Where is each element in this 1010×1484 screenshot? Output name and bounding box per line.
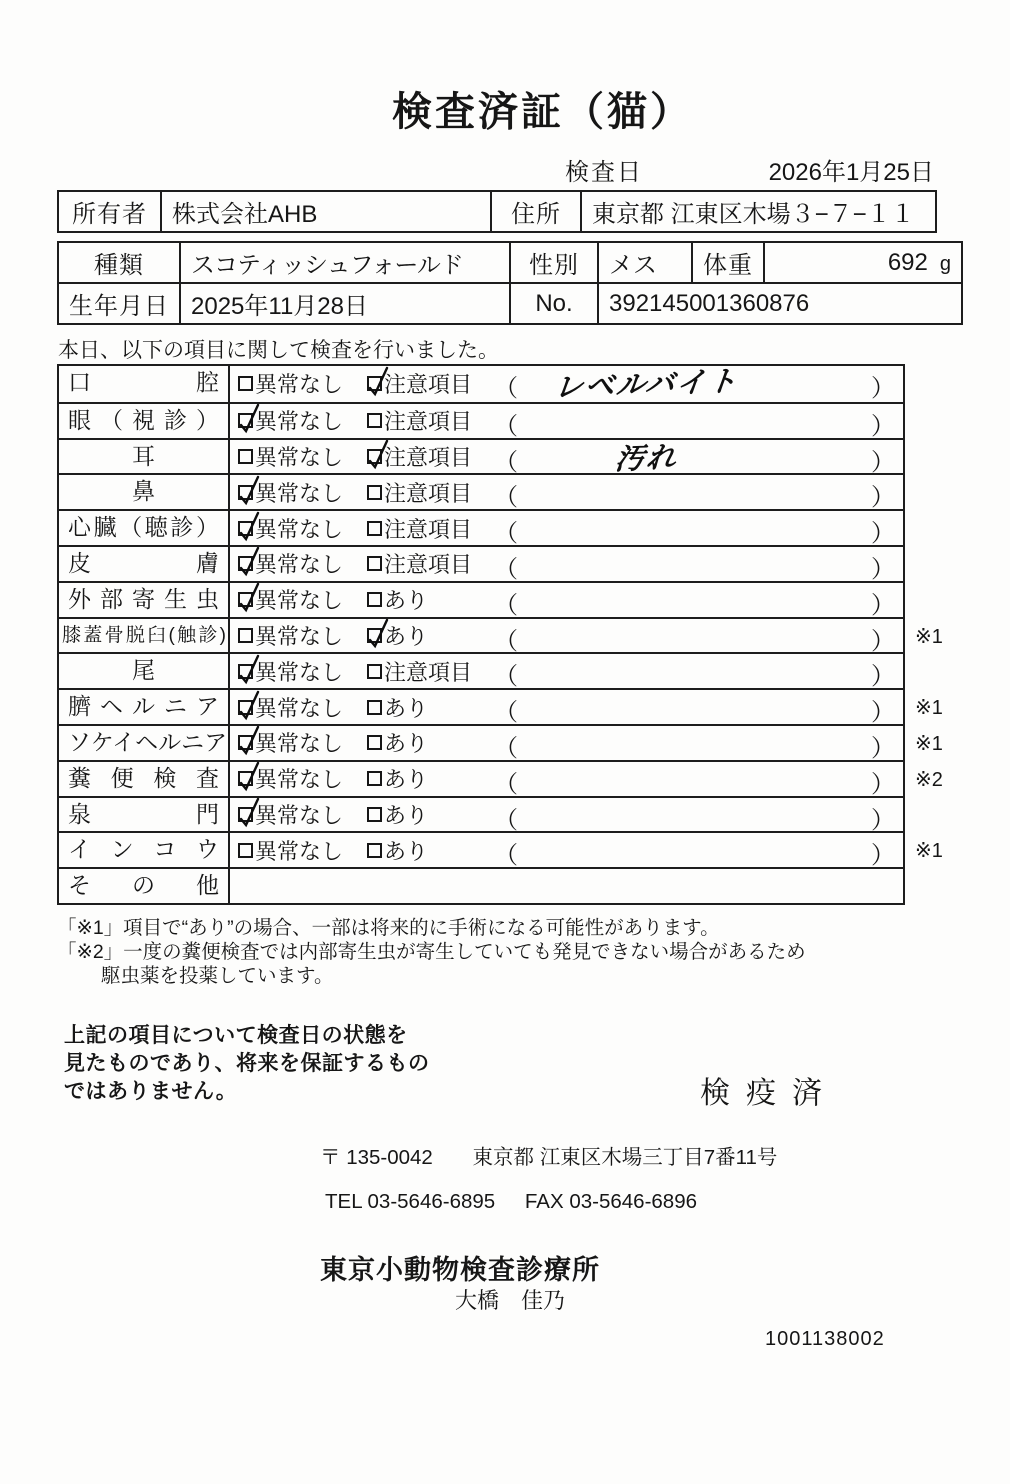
birth-row: [58, 283, 962, 324]
checkbox-option: [367, 440, 472, 474]
checkbox-label: 注意項目: [384, 444, 473, 470]
checkmark-icon: [365, 363, 393, 401]
paren-open: （: [494, 520, 518, 548]
checkbox-option: [238, 619, 343, 653]
item-label: 心臓（聴診）: [59, 511, 230, 545]
checkbox-option: [367, 833, 428, 867]
item-result: [230, 440, 903, 474]
item-result: [230, 583, 903, 617]
checkbox-label: 注意項目: [384, 480, 473, 506]
checkmark-icon: [365, 615, 393, 653]
footnotes: [57, 916, 1010, 988]
item-label: 臍ヘルニア: [59, 690, 230, 724]
item-label: 尾: [59, 654, 230, 688]
item-label: 口腔: [59, 366, 230, 402]
paren-open: （: [494, 627, 518, 655]
clinic-phone-row: [325, 1190, 1010, 1216]
checkbox-unchecked: [367, 521, 382, 536]
item-result: [230, 869, 903, 903]
checkmark-icon: [236, 687, 264, 725]
item-result: [230, 404, 903, 438]
checkbox-label: あり: [384, 802, 429, 828]
paren-close: ）: [871, 375, 895, 402]
paren-close: ）: [871, 734, 895, 762]
paren-open: （: [494, 699, 518, 727]
checkbox-unchecked: [367, 485, 382, 500]
checkbox-label: 異常なし: [255, 767, 344, 793]
paren-open: （: [494, 734, 518, 762]
item-label: 泉門: [59, 798, 230, 832]
checkbox-option: [367, 511, 472, 545]
checkbox-option: [367, 654, 472, 688]
checkbox-label: 異常なし: [255, 516, 344, 542]
checkbox-option: [238, 583, 343, 617]
checkmark-icon: [236, 722, 264, 760]
checkbox-option: [238, 798, 343, 832]
footnote-2-line1: 「※2」一度の糞便検査では内部寄生虫が寄生していても発見できない場合があるため: [57, 940, 806, 963]
clinic-address: 東京都 江東区木場三丁目7番11号: [472, 1145, 778, 1169]
clinic-tel: TEL 03-5646-6895: [325, 1189, 496, 1213]
checkbox-label: 異常なし: [255, 731, 344, 757]
item-result: [230, 833, 903, 870]
paren-open: （: [494, 555, 518, 583]
weight-label: 体重: [692, 242, 764, 283]
sex-value: メス: [598, 242, 692, 283]
checkmark-icon: [236, 472, 264, 510]
paren-open: （: [494, 484, 518, 512]
checkbox-unchecked: [238, 843, 253, 858]
item-label: インコウ: [59, 833, 230, 867]
checkbox-unchecked: [367, 664, 382, 679]
species-label: 種類: [58, 242, 180, 283]
checkbox-unchecked: [238, 449, 253, 464]
item-result: [230, 547, 903, 581]
species-value: スコティッシュフォールド: [180, 242, 510, 283]
clinic-fax: FAX 03-5646-6896: [524, 1189, 698, 1213]
footnote-2-line2: 駆虫薬を投薬しています。: [101, 964, 334, 987]
footnote-1: 「※1」項目で“あり”の場合、一部は将来的に手術になる可能性があります。: [57, 916, 720, 939]
checkbox-label: あり: [384, 767, 429, 793]
paren-close: ）: [871, 484, 895, 512]
checkbox-option: [238, 440, 343, 474]
paren-open: （: [494, 806, 518, 834]
item-result: [230, 475, 903, 512]
checkbox-label: 異常なし: [255, 838, 344, 864]
weight-unit: g: [939, 252, 951, 275]
veterinarian-name: 大橋 佳乃: [455, 1287, 566, 1313]
checkbox-unchecked: [367, 771, 382, 786]
item-result: [230, 798, 903, 832]
checkbox-option: [367, 583, 428, 617]
paren-open: （: [494, 412, 518, 440]
checkbox-option: [367, 404, 472, 438]
checkbox-option: [238, 762, 343, 796]
checkbox-label: 異常なし: [255, 409, 344, 435]
checkbox-label: 異常なし: [255, 659, 344, 685]
checkbox-checked: [238, 807, 253, 822]
item-label: 外部寄生虫: [59, 583, 230, 617]
owner-name: 株式会社AHB: [161, 191, 491, 232]
page-title: 検査済証（猫）: [392, 90, 693, 134]
checklist-row: [59, 867, 903, 903]
owner-table: [57, 190, 937, 233]
paren-close: ）: [871, 448, 895, 476]
checkbox-label: 異常なし: [255, 480, 344, 506]
disclaimer-line: ではありません。: [64, 1079, 238, 1103]
checkmark-icon: [236, 508, 264, 546]
item-result: [230, 690, 903, 727]
paren-close: ）: [871, 520, 895, 548]
handwritten-note: レベルバイト: [552, 363, 741, 405]
checkbox-label: 異常なし: [255, 372, 344, 398]
owner-label: 所有者: [58, 191, 161, 232]
postal-code: 〒 135-0042: [320, 1145, 433, 1169]
checkbox-unchecked: [367, 735, 382, 750]
checkbox-checked: [367, 449, 382, 464]
checkmark-icon: [236, 651, 264, 689]
item-label: 膝蓋骨脱臼(触診): [59, 619, 230, 653]
footnote-mark: ※1: [915, 732, 943, 755]
item-label: ソケイヘルニア: [59, 726, 230, 760]
checkbox-checked: [367, 376, 382, 391]
weight-number: 692: [887, 248, 928, 276]
no-label: No.: [510, 283, 598, 324]
paren-open: （: [494, 448, 518, 476]
item-label: 糞便検査: [59, 762, 230, 796]
item-label: 皮膚: [59, 547, 230, 581]
paren-close: ）: [871, 663, 895, 691]
checkbox-checked: [367, 628, 382, 643]
serial-number: 1001138002: [765, 1327, 885, 1350]
checkbox-label: 注意項目: [384, 372, 473, 398]
checkmark-icon: [365, 436, 393, 474]
clinic-name: 東京小動物検査診療所: [320, 1254, 600, 1285]
inspection-date-value: 2026年1月25日: [768, 159, 934, 186]
checkbox-option: [238, 833, 343, 867]
checklist-row: [59, 831, 943, 870]
paren-open: （: [494, 663, 518, 691]
checkmark-icon: [236, 543, 264, 581]
weight-value: [764, 242, 962, 283]
birth-label: 生年月日: [58, 283, 180, 324]
checkbox-option: [367, 726, 428, 760]
checkbox-label: 異常なし: [255, 588, 344, 614]
paren-close: ）: [871, 842, 895, 870]
paren-close: ）: [871, 555, 895, 583]
checkbox-unchecked: [367, 843, 382, 858]
checkmark-icon: [236, 758, 264, 796]
disclaimer-line: 見たものであり、将来を保証するもの: [64, 1051, 430, 1075]
checkbox-checked: [238, 735, 253, 750]
checkbox-checked: [238, 592, 253, 607]
footnote-mark: ※1: [915, 625, 943, 648]
checklist-table: [57, 363, 943, 905]
checkbox-unchecked: [238, 376, 253, 391]
item-result: [230, 762, 903, 796]
checkbox-unchecked: [367, 413, 382, 428]
item-result: [230, 511, 903, 548]
closing-section: [64, 1022, 1010, 1118]
item-result: [230, 619, 903, 653]
checkbox-option: [238, 547, 343, 581]
item-label: その他: [59, 869, 230, 903]
paren-close: ）: [871, 627, 895, 655]
clinic-address-row: [320, 1140, 1010, 1169]
checkbox-option: [238, 654, 343, 688]
checkbox-option: [238, 366, 343, 402]
checkbox-unchecked: [367, 592, 382, 607]
checkbox-label: あり: [384, 838, 429, 864]
inspection-date-label: 検査日: [565, 159, 643, 186]
checkbox-label: 注意項目: [384, 659, 473, 685]
footnote-mark: ※1: [915, 697, 943, 720]
disclaimer-line: 上記の項目について検査日の状態を: [64, 1023, 408, 1047]
checkbox-option: [238, 726, 343, 760]
sex-label: 性別: [510, 242, 598, 283]
checkbox-label: あり: [384, 695, 429, 721]
owner-address: 東京都 江東区木場３−７−１１: [581, 191, 936, 232]
checkbox-unchecked: [367, 556, 382, 571]
checkbox-option: [367, 762, 428, 796]
inspection-date-row: [0, 152, 1010, 184]
checkbox-label: あり: [384, 588, 429, 614]
checkbox-option: [238, 690, 343, 724]
paren-open: （: [494, 591, 518, 619]
checkbox-label: 異常なし: [255, 695, 344, 721]
paren-open: （: [494, 842, 518, 870]
animal-table: [57, 241, 963, 325]
checkbox-checked: [238, 664, 253, 679]
owner-row: [58, 191, 936, 232]
checkbox-option: [367, 619, 428, 653]
checkbox-checked: [238, 771, 253, 786]
disclaimer: [64, 1022, 1010, 1106]
paren-close: ）: [871, 806, 895, 834]
item-label: 耳: [59, 440, 230, 474]
paren-close: ）: [871, 770, 895, 798]
paren-open: （: [494, 375, 518, 402]
checkbox-unchecked: [367, 807, 382, 822]
owner-address-label: 住所: [491, 191, 581, 232]
no-value: 392145001360876: [598, 283, 962, 324]
checkbox-option: [367, 798, 428, 832]
checkmark-icon: [236, 400, 264, 438]
footnote-mark: ※2: [915, 768, 943, 791]
checkbox-label: 異常なし: [255, 444, 344, 470]
checkbox-label: あり: [384, 623, 429, 649]
paren-open: （: [494, 770, 518, 798]
checkbox-option: [367, 547, 472, 581]
checkbox-option: [238, 475, 343, 509]
checkmark-icon: [236, 579, 264, 617]
checkbox-label: 異常なし: [255, 802, 344, 828]
item-label: 鼻: [59, 475, 230, 509]
intro-text: 本日、以下の項目に関して検査を行いました。: [58, 339, 499, 362]
checkbox-label: 注意項目: [384, 409, 473, 435]
item-label: 眼（視診）: [59, 404, 230, 438]
checkmark-icon: [236, 794, 264, 832]
item-result: [230, 363, 903, 405]
checkbox-option: [367, 475, 472, 509]
item-result: [230, 654, 903, 691]
footnote-mark: ※1: [915, 840, 943, 863]
checkbox-label: 注意項目: [384, 552, 473, 578]
handwritten-note: 汚れ: [613, 439, 680, 476]
paren-close: ）: [871, 699, 895, 727]
checkbox-label: 異常なし: [255, 552, 344, 578]
item-result: [230, 726, 903, 760]
checkbox-option: [367, 690, 428, 724]
species-row: [58, 242, 962, 283]
paren-close: ）: [871, 591, 895, 619]
checkbox-unchecked: [238, 628, 253, 643]
checkbox-option: [238, 511, 343, 545]
paren-close: ）: [871, 412, 895, 440]
checkbox-checked: [238, 556, 253, 571]
checkbox-checked: [238, 485, 253, 500]
checkbox-checked: [238, 521, 253, 536]
checkbox-unchecked: [367, 700, 382, 715]
quarantine-stamp: 検疫済: [700, 1076, 838, 1110]
checkbox-checked: [238, 413, 253, 428]
checkbox-option: [367, 366, 472, 402]
checkbox-label: 異常なし: [255, 623, 344, 649]
birth-value: 2025年11月28日: [180, 283, 510, 324]
checkbox-label: 注意項目: [384, 516, 473, 542]
checkbox-label: あり: [384, 731, 429, 757]
checkbox-option: [238, 404, 343, 438]
checkbox-checked: [238, 700, 253, 715]
